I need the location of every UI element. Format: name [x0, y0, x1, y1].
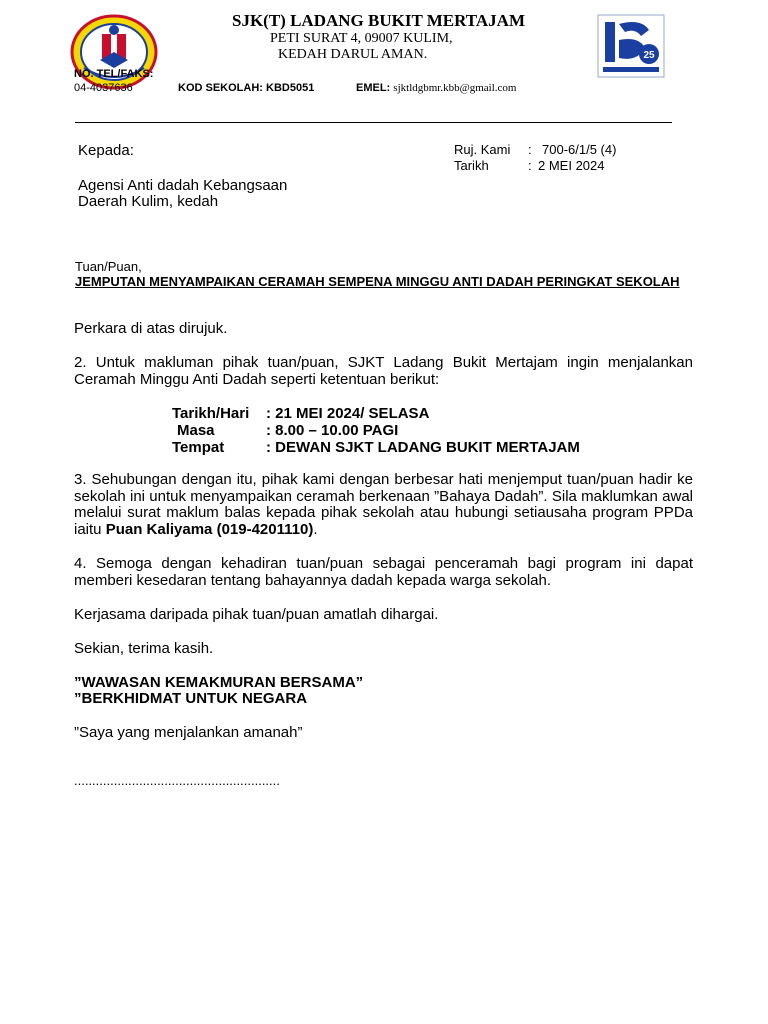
- detail-venue-label: Tempat: [172, 439, 225, 456]
- appreciation-line: Kerjasama daripada pihak tuan/puan amatlah dihargai.: [74, 606, 439, 623]
- trust-line: ”Saya yang menjalankan amanah”: [74, 724, 303, 741]
- tel-value: 04-4037636: [74, 82, 133, 94]
- detail-time-value: : 8.00 – 10.00 PAGI: [266, 422, 399, 439]
- detail-date-value: : 21 MEI 2024/ SELASA: [266, 405, 430, 422]
- detail-venue-value: : DEWAN SJKT LADANG BUKIT MERTAJAM: [266, 439, 580, 456]
- detail-date-label: Tarikh/Hari: [172, 405, 250, 422]
- address-line-1: PETI SURAT 4, 09007 KULIM,: [270, 31, 453, 46]
- recipient-line-1: Agensi Anti dadah Kebangsaan: [78, 177, 288, 194]
- recipient-label: Kepada:: [78, 142, 134, 159]
- logo-number-text: 25: [643, 50, 655, 61]
- motto-line-2: ”BERKHIDMAT UNTUK NEGARA: [74, 690, 308, 707]
- opening-line: Perkara di atas dirujuk.: [74, 320, 228, 337]
- email-value: sjktldgbmr.kbb@gmail.com: [393, 82, 517, 94]
- recipient-line-2: Daerah Kulim, kedah: [78, 193, 219, 210]
- paragraph-4: 4. Semoga dengan kehadiran tuan/puan sebagai penceramah bagi program ini dapat memberi kesedaran tentang bahayannya dadah kepada warga sekolah.: [74, 555, 693, 589]
- tel-label: NO. TEL/FAKS:: [74, 68, 154, 80]
- header-divider: [75, 122, 672, 123]
- school-code-value: KBD5051: [266, 82, 315, 94]
- school-name: SJK(T) LADANG BUKIT MERTAJAM: [232, 11, 525, 30]
- paragraph-2: 2. Untuk makluman pihak tuan/puan, SJKT Ladang Bukit Mertajam ingin menjalankan Ceramah Minggu Anti Dadah seperti ketentuan berikut:: [74, 354, 693, 388]
- ministry-25-logo: [597, 14, 665, 78]
- paragraph-3: [74, 472, 693, 538]
- email-label: EMEL:: [356, 82, 391, 94]
- ruj-separator: :: [528, 142, 532, 157]
- date-separator: :: [528, 158, 532, 173]
- email: [356, 82, 516, 94]
- school-code: [178, 82, 314, 94]
- ruj-label: Ruj. Kami: [454, 142, 511, 157]
- contact-person: Puan Kaliyama (019-4201110): [105, 520, 314, 538]
- school-code-label: KOD SEKOLAH:: [178, 82, 263, 94]
- letter-subject: JEMPUTAN MENYAMPAIKAN CERAMAH SEMPENA MINGGU ANTI DADAH PERINGKAT SEKOLAH: [75, 274, 680, 289]
- salutation: Tuan/Puan,: [75, 259, 142, 274]
- date-value: 2 MEI 2024: [538, 158, 605, 173]
- paragraph-3-text: 3. Sehubungan dengan itu, pihak kami dengan berbesar hati menjemput tuan/puan hadir ke sekolah ini untuk menyampaikan ceramah berkenaan ”Bahaya Dadah”. Sila maklumkan awal melalui surat maklum balas kepada pihak sekolah atau hubungi setiausaha program PPDa iaitu: [74, 471, 693, 538]
- signature-line: .........................................................: [74, 773, 280, 788]
- paragraph-3-end: .: [313, 520, 318, 538]
- address-line-2: KEDAH DARUL AMAN.: [278, 47, 428, 62]
- ruj-value: 700-6/1/5 (4): [542, 142, 617, 157]
- detail-time-label: Masa: [177, 422, 215, 439]
- motto-line-1: ”WAWASAN KEMAKMURAN BERSAMA”: [74, 674, 364, 691]
- closing-line: Sekian, terima kasih.: [74, 640, 214, 657]
- date-label: Tarikh: [454, 158, 489, 173]
